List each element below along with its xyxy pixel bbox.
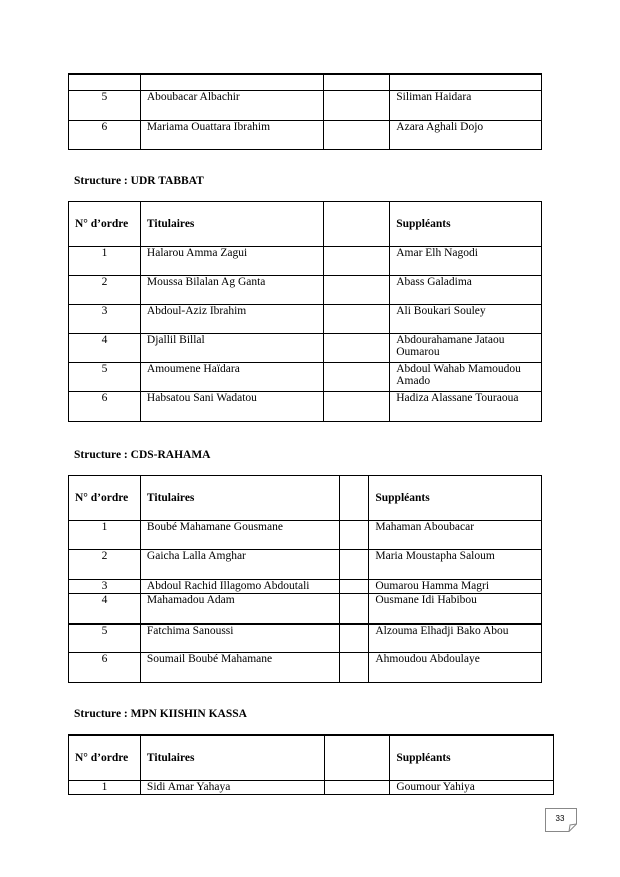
page-number-box xyxy=(545,808,577,832)
row-number: 6 xyxy=(69,653,141,683)
row-number: 4 xyxy=(69,594,141,624)
titulaire-cell: Soumail Boubé Mahamane xyxy=(140,653,340,683)
table-row xyxy=(69,334,542,363)
suppleant-cell: Ali Boukari Souley xyxy=(390,305,542,334)
table-row xyxy=(69,305,542,334)
titulaire-cell: Mariama Ouattara Ibrahim xyxy=(140,120,324,149)
row-number: 6 xyxy=(69,120,141,149)
table-row xyxy=(69,276,542,305)
table-row xyxy=(69,521,542,550)
header-ordre: N° d’ordre xyxy=(69,735,141,780)
table-row xyxy=(69,550,542,580)
page-number: 33 xyxy=(555,814,565,823)
suppleant-cell: Abass Galadima xyxy=(390,276,542,305)
suppleant-cell: Ahmoudou Abdoulaye xyxy=(369,653,542,683)
table-cds-rahama xyxy=(68,475,542,683)
row-number: 2 xyxy=(69,550,141,580)
header-suppleants: Suppléants xyxy=(390,202,542,247)
titulaire-cell: Moussa Bilalan Ag Ganta xyxy=(140,276,324,305)
section-title-udr-tabbat: Structure : UDR TABBAT xyxy=(74,175,204,187)
suppleant-cell: Maria Moustapha Saloum xyxy=(369,550,542,580)
table-mpn-kiishin-kassa xyxy=(68,734,554,795)
section-title-cds-rahama: Structure : CDS-RAHAMA xyxy=(74,449,211,461)
header-ordre: N° d’ordre xyxy=(69,476,141,521)
row-number: 5 xyxy=(69,624,141,653)
titulaire-cell: Abdoul Rachid Illagomo Abdoutali xyxy=(140,580,340,594)
header-ordre: N° d’ordre xyxy=(69,202,141,247)
row-number: 2 xyxy=(69,276,141,305)
titulaire-cell: Mahamadou Adam xyxy=(140,594,340,624)
row-number: 1 xyxy=(69,521,141,550)
titulaire-cell: Boubé Mahamane Gousmane xyxy=(140,521,340,550)
suppleant-cell: Oumarou Hamma Magri xyxy=(369,580,542,594)
header-suppleants: Suppléants xyxy=(369,476,542,521)
header-suppleants: Suppléants xyxy=(390,735,554,780)
section-title-mpn-kiishin-kassa: Structure : MPN KIISHIN KASSA xyxy=(74,708,247,720)
row-number: 1 xyxy=(69,247,141,276)
row-number: 3 xyxy=(69,305,141,334)
table-row xyxy=(69,120,542,149)
row-number: 6 xyxy=(69,392,141,422)
table-row xyxy=(69,90,542,120)
suppleant-cell: Siliman Haidara xyxy=(390,90,542,120)
header-titulaires: Titulaires xyxy=(140,202,324,247)
suppleant-cell: Ousmane Idi Habibou xyxy=(369,594,542,624)
suppleant-cell: Amar Elh Nagodi xyxy=(390,247,542,276)
suppleant-cell: Goumour Yahiya xyxy=(390,780,554,794)
table-row xyxy=(69,780,554,794)
titulaire-cell: Aboubacar Albachir xyxy=(140,90,324,120)
suppleant-cell: Mahaman Aboubacar xyxy=(369,521,542,550)
table-row xyxy=(69,653,542,683)
titulaire-cell: Gaicha Lalla Amghar xyxy=(140,550,340,580)
table-udr-tabbat xyxy=(68,201,542,422)
table-row xyxy=(69,363,542,392)
row-number: 5 xyxy=(69,90,141,120)
table-row xyxy=(69,624,542,653)
table-row xyxy=(69,594,542,624)
row-number: 1 xyxy=(69,780,141,794)
row-number: 3 xyxy=(69,580,141,594)
row-number: 5 xyxy=(69,363,141,392)
header-titulaires: Titulaires xyxy=(140,476,340,521)
titulaire-cell: Abdoul-Aziz Ibrahim xyxy=(140,305,324,334)
titulaire-cell: Habsatou Sani Wadatou xyxy=(140,392,324,422)
suppleant-cell: Alzouma Elhadji Bako Abou xyxy=(369,624,542,653)
suppleant-cell: Abdourahamane Jataou Oumarou xyxy=(390,334,542,363)
table-row xyxy=(69,392,542,422)
table-continuation xyxy=(68,73,542,150)
suppleant-cell: Abdoul Wahab Mamoudou Amado xyxy=(390,363,542,392)
table-row xyxy=(69,580,542,594)
titulaire-cell: Amoumene Haïdara xyxy=(140,363,324,392)
suppleant-cell: Hadiza Alassane Touraoua xyxy=(390,392,542,422)
row-number: 4 xyxy=(69,334,141,363)
table-row xyxy=(69,247,542,276)
titulaire-cell: Fatchima Sanoussi xyxy=(140,624,340,653)
suppleant-cell: Azara Aghali Dojo xyxy=(390,120,542,149)
titulaire-cell: Djallil Billal xyxy=(140,334,324,363)
titulaire-cell: Halarou Amma Zagui xyxy=(140,247,324,276)
header-titulaires: Titulaires xyxy=(140,735,324,780)
titulaire-cell: Sidi Amar Yahaya xyxy=(140,780,324,794)
